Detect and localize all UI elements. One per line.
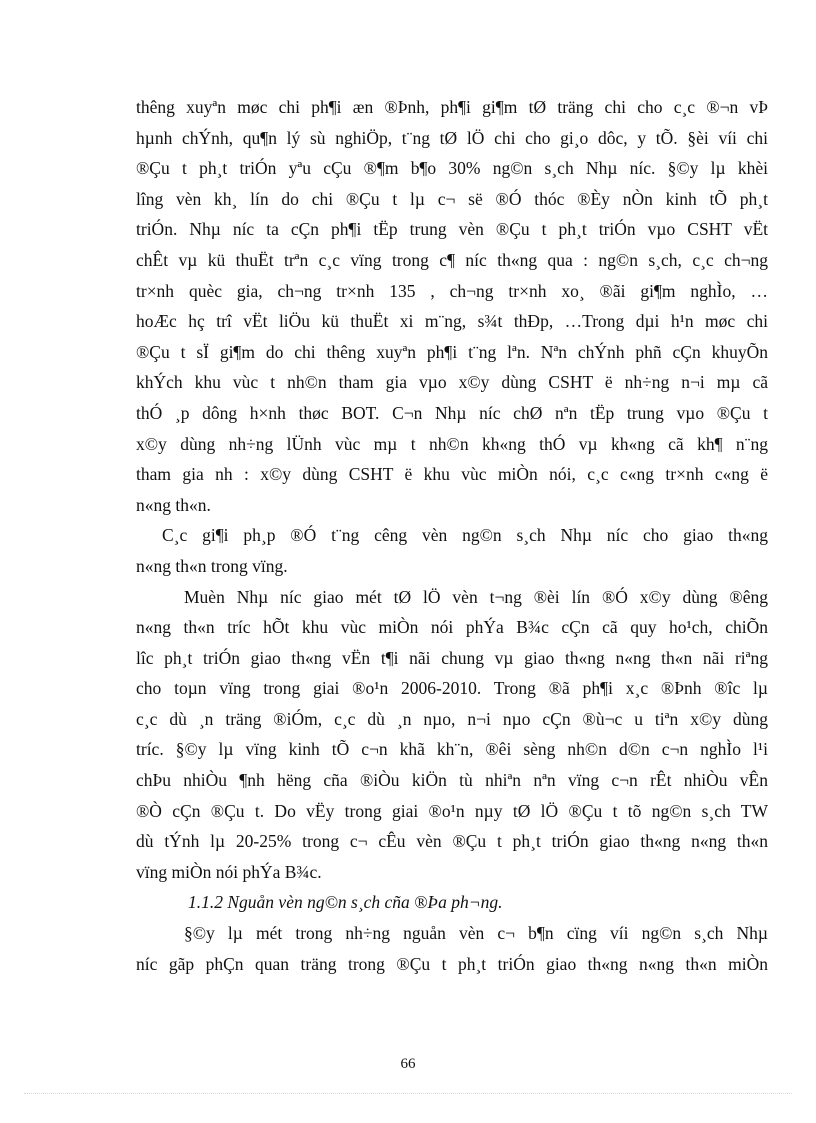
- text-line: níc gãp phÇn quan träng trong ®Çu t ph¸t triÓn giao th«ng n«ng th«n miÒn: [136, 953, 768, 974]
- text-line: x©y dùng nh÷ng lÜnh vùc mµ t nh©n kh«ng thÓ vµ kh«ng cã kh¶ n¨ng: [136, 433, 768, 454]
- text-line: lîc ph¸t triÓn giao th«ng vËn t¶i nãi chung vµ giao th«ng n«ng th«n nãi riªng: [136, 647, 768, 668]
- text-line: khÝch khu vùc t nh©n tham gia vµo x©y dùng CSHT ë nh÷ng n¬i mµ cã: [136, 372, 768, 393]
- text-line: C¸c gi¶i ph¸p ®Ó t¨ng cêng vèn ng©n s¸ch Nhµ níc cho giao th«ng: [162, 525, 768, 546]
- text-line: c¸c dù ¸n träng ®iÓm, c¸c dù ¸n nµo, n¬i nµo cÇn ®ù¬c u tiªn x©y dùng: [136, 708, 768, 729]
- text-line: ®Ò cÇn ®Çu t. Do vËy trong giai ®o¹n nµy tØ lÖ ®Çu t tõ ng©n s¸ch TW: [136, 800, 768, 821]
- text-line: dù tÝnh lµ 20-25% trong c¬ cÊu vèn ®Çu t ph¸t triÓn giao th«ng n«ng th«n: [136, 831, 768, 852]
- body-text: [136, 92, 768, 979]
- text-line: §©y lµ mét trong nh÷ng nguån vèn c¬ b¶n cïng víi ng©n s¸ch Nhµ: [184, 923, 768, 944]
- text-line: n«ng th«n trong vïng.: [136, 555, 288, 576]
- text-line: ®Çu t ph¸t triÓn yªu cÇu ®¶m b¶o 30% ng©n s¸ch Nhµ níc. §©y lµ khèi: [136, 158, 768, 179]
- text-line: n«ng th«n tríc hÕt khu vùc miÒn nói phÝa B¾c cÇn cã quy ho¹ch, chiÕn: [136, 617, 768, 638]
- text-line: thêng xuyªn møc chi ph¶i æn ®Þnh, ph¶i gi¶m tØ träng chi cho c¸c ®¬n vÞ: [136, 97, 768, 117]
- text-line: lîng vèn kh¸ lín do chi ®Çu t lµ c¬ së ®Ó thóc ®Èy nÒn kinh tÕ ph¸t: [136, 188, 768, 209]
- text-line: Muèn Nhµ níc giao mét tØ lÖ vèn t¬ng ®èi lín ®Ó x©y dùng ®êng: [184, 586, 768, 607]
- text-line: thÓ ¸p dông h×nh thøc BOT. C¬n Nhµ níc chØ nªn tËp trung vµo ®Çu t: [136, 402, 768, 423]
- section-heading: 1.1.2 Nguån vèn ng©n s¸ch cña ®Þa ph¬ng.: [188, 892, 503, 913]
- text-line: chÞu nhiÒu ¶nh hëng cña ®iÒu kiÖn tù nhiªn nªn vïng c¬n rÊt nhiÒu vÊn: [136, 770, 768, 791]
- text-line: tham gia nh : x©y dùng CSHT ë khu vùc miÒn nói, c¸c c«ng tr×nh c«ng ë: [136, 464, 768, 485]
- text-line: tríc. §©y lµ vïng kinh tÕ c¬n khã kh¨n, ®êi sèng nh©n d©n c¬n nghÌo l¹i: [136, 739, 768, 760]
- text-line: cho toµn vïng trong giai ®o¹n 2006-2010. Trong ®ã ph¶i x¸c ®Þnh ®îc lµ: [136, 678, 768, 699]
- text-line: n«ng th«n.: [136, 494, 211, 515]
- text-line: hµnh chÝnh, qu¶n lý sù nghiÖp, t¨ng tØ lÖ chi cho gi¸o dôc, y tÕ. §èi víi chi: [136, 127, 768, 148]
- text-line: vïng miÒn nói phÝa B¾c.: [136, 861, 322, 882]
- page-bottom-divider: [24, 1093, 792, 1094]
- text-line: ®Çu t sÏ gi¶m do chi thêng xuyªn ph¶i t¨ng lªn. Nªn chÝnh phñ cÇn khuyÕn: [136, 341, 768, 362]
- text-line: triÓn. Nhµ níc ta cÇn ph¶i tËp trung vèn ®Çu t ph¸t triÓn vµo CSHT vËt: [136, 219, 768, 240]
- text-line: tr×nh quèc gia, ch¬ng tr×nh 135 , ch¬ng tr×nh xo¸ ®ãi gi¶m nghÌo, …: [136, 280, 768, 301]
- text-line: hoÆc hç trî vËt liÖu kü thuËt xi m¨ng, s¾t thÐp, …Trong dµi h¹n møc chi: [136, 311, 768, 332]
- text-line: chÊt vµ kü thuËt trªn c¸c vïng trong c¶ níc th«ng qua : ng©n s¸ch, c¸c ch¬ng: [136, 249, 768, 270]
- page-number: 66: [400, 1056, 416, 1072]
